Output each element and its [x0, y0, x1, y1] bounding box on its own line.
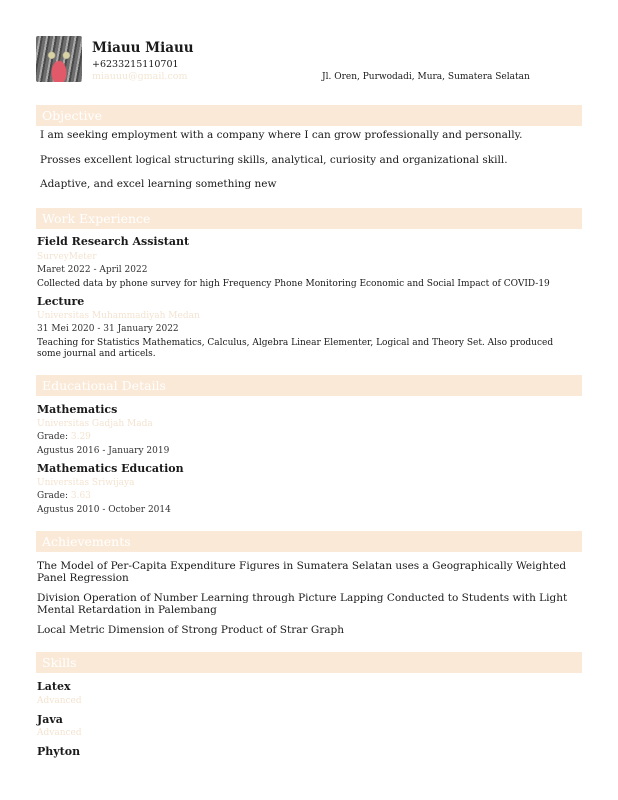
section-title: Objective	[42, 108, 103, 123]
objective-line: Adaptive, and excel learning something new	[40, 178, 277, 190]
skills-section-header	[36, 652, 582, 673]
grade-line	[37, 491, 91, 501]
section-title: Work Experience	[42, 211, 151, 226]
address: Jl. Oren, Purwodadi, Mura, Sumatera Selatan	[322, 72, 530, 82]
section-title: Educational Details	[42, 378, 166, 393]
objective-section-header	[36, 105, 582, 126]
grade-value: 3.29	[70, 432, 91, 442]
profile-photo	[36, 36, 82, 82]
school-name: Universitas Sriwijaya	[37, 478, 135, 488]
achievement-item: Division Operation of Number Learning through Picture Lapping Conducted to Students with Light Mental Retardation in Palembang	[37, 592, 568, 616]
grade-label: Grade:	[37, 491, 68, 501]
full-name: Miauu Miauu	[92, 40, 194, 56]
objective-line: I am seeking employment with a company where I can grow professionally and personally.	[40, 129, 523, 141]
objective-line: Prosses excellent logical structuring skills, analytical, curiosity and organizational skill.	[40, 154, 508, 166]
achievements-section-header	[36, 531, 582, 552]
skill-name: Phyton	[37, 745, 81, 758]
job-dates: Maret 2022 - April 2022	[37, 265, 148, 275]
section-title: Skills	[42, 655, 77, 670]
skill-name: Latex	[37, 680, 71, 693]
education-dates: Agustus 2016 - January 2019	[37, 446, 170, 456]
grade-line	[37, 432, 91, 442]
degree-title: Mathematics	[37, 403, 118, 416]
employer: Universitas Muhammadiyah Medan	[37, 311, 200, 321]
skill-level: Advanced	[37, 696, 82, 706]
employer: SurveyMeter	[37, 252, 97, 262]
grade-label: Grade:	[37, 432, 68, 442]
work-section-header	[36, 208, 582, 229]
degree-title: Mathematics Education	[37, 462, 184, 475]
job-dates: 31 Mei 2020 - 31 January 2022	[37, 324, 179, 334]
education-dates: Agustus 2010 - October 2014	[37, 505, 171, 515]
skill-name: Java	[37, 713, 63, 726]
job-title: Field Research Assistant	[37, 235, 190, 248]
education-section-header	[36, 375, 582, 396]
phone-number: +6233215110701	[92, 59, 179, 70]
achievement-item: The Model of Per-Capita Expenditure Figures in Sumatera Selatan uses a Geographically Weighted Panel Regression	[37, 560, 567, 584]
grade-value: 3.63	[70, 491, 91, 501]
email-address[interactable]: miauuu@gmail.com	[92, 71, 188, 82]
school-name: Universitas Gadjah Mada	[37, 419, 153, 429]
skill-level: Advanced	[37, 728, 82, 738]
achievement-item: Local Metric Dimension of Strong Product of Strar Graph	[37, 624, 344, 636]
job-description: Teaching for Statistics Mathematics, Calculus, Algebra Linear Elementer, Logical and Theory Set. Also produced some journal and articels.	[37, 338, 554, 359]
job-description: Collected data by phone survey for high Frequency Phone Monitoring Economic and Social Impact of COVID-19	[37, 279, 550, 289]
section-title: Achievements	[42, 534, 131, 549]
job-title: Lecture	[37, 295, 85, 308]
